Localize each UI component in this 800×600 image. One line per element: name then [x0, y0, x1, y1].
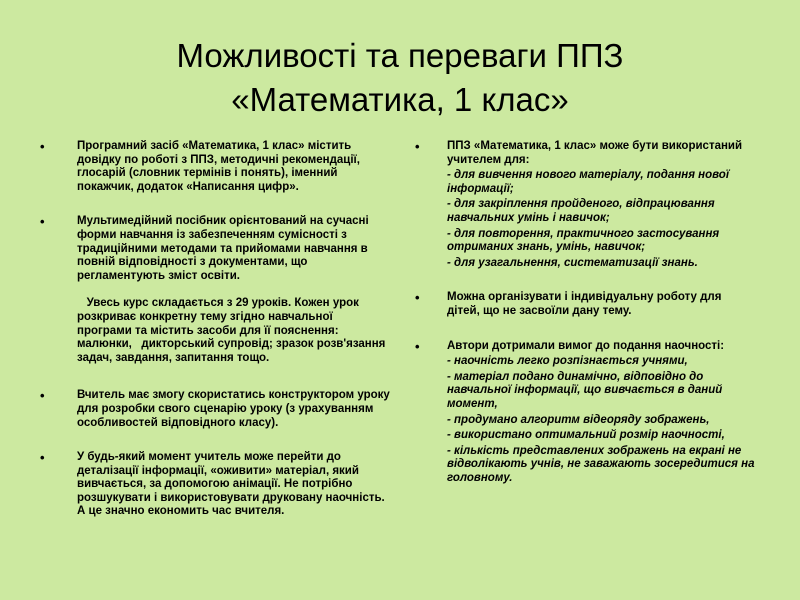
right-bullet-2 [415, 291, 757, 318]
slide-title [0, 34, 800, 122]
right-bullet-3-item: - кількість представлених зображень на екрані не відволікають учнів, не заважають зосередитися на головному. [447, 444, 755, 484]
bullet-dot: • [415, 338, 420, 354]
right-bullet-1-body [447, 140, 757, 270]
right-bullet-3-intro: Автори дотримали вимог до подання наочності: [447, 339, 725, 352]
right-bullet-2-text: Можна організувати і індивідуальну роботу для дітей, що не засвоїли дану тему. [447, 291, 722, 317]
left-bullet-1 [40, 140, 390, 194]
right-bullet-3-item: - наочність легко розпізнається учнями, [447, 355, 688, 368]
left-bullet-2-paragraph-2: Увесь курс складається з 29 уроків. Кожен урок розкриває конкретну тему згідно навчальної програми та містить засоби для її пояснення: малюнки, дикторський супровід; зразок розв'язання задач, завдання, запитання тощо. [77, 297, 389, 364]
bullet-dot: • [40, 214, 45, 230]
left-bullet-2-paragraph-1: Мультимедійний посібник орієнтований на сучасні форми навчання із забезпеченням сумісності з традиційними методами та прийомами навчання в повній відповідності з документами, що регламентують зміст освіти. [77, 215, 369, 282]
right-bullet-1-item: - для закріплення пройденого, відпрацювання навчальних умінь і навичок; [447, 198, 715, 224]
left-bullet-4 [40, 451, 390, 519]
right-bullet-1 [415, 140, 757, 270]
left-bullet-2 [40, 215, 390, 365]
right-bullet-1-item: - для узагальнення, систематизації знань. [447, 256, 698, 269]
bullet-dot: • [415, 290, 420, 306]
left-bullet-1-text: Програмний засіб «Математика, 1 клас» містить довідку по роботі з ППЗ, методичні рекомендації, глосарій (словник термінів і понять), іменний покажчик, додаток «Написання цифр». [77, 140, 360, 193]
bullet-dot: • [40, 139, 45, 154]
right-bullet-3-item: - використано оптимальний розмір наочності, [447, 429, 725, 442]
bullet-dot: • [40, 450, 45, 466]
right-bullet-3-body [447, 340, 757, 486]
right-bullet-1-intro: ППЗ «Математика, 1 клас» може бути використаний учителем для: [447, 140, 743, 166]
right-bullet-3-item: - матеріал подано динамічно, відповідно до навчальної інформації, що вивчається в даний момент, [447, 370, 723, 410]
slide-title-line-1: Можливості та переваги ППЗ [176, 37, 624, 74]
right-column [415, 140, 757, 485]
left-bullet-3 [40, 389, 390, 430]
slide-title-line-2: «Математика, 1 клас» [231, 81, 569, 118]
left-bullet-4-text: У будь-який момент учитель може перейти до деталізації інформації, «оживити» матеріал, який вивчається, за допомогою анімації. Не потрібно розшукувати і використовувати друковану наочність. А це значно економить час вчителя. [77, 451, 385, 518]
left-column [40, 140, 390, 519]
bullet-dot: • [415, 139, 420, 154]
right-bullet-3-item: - продумано алгоритм відеоряду зображень, [447, 413, 710, 426]
left-bullet-3-text: Вчитель має змогу скористатись конструктором уроку для розробки свого сценарію уроку (з урахуванням особливостей відповідного класу). [77, 389, 390, 429]
right-bullet-1-item: - для вивчення нового матеріалу, подання нової інформації; [447, 169, 730, 195]
right-bullet-1-item: - для повторення, практичного застосування отриманих знань, умінь, навичок; [447, 227, 720, 254]
bullet-dot: • [40, 388, 45, 404]
left-bullet-2-body [77, 215, 390, 365]
right-bullet-3 [415, 340, 757, 486]
